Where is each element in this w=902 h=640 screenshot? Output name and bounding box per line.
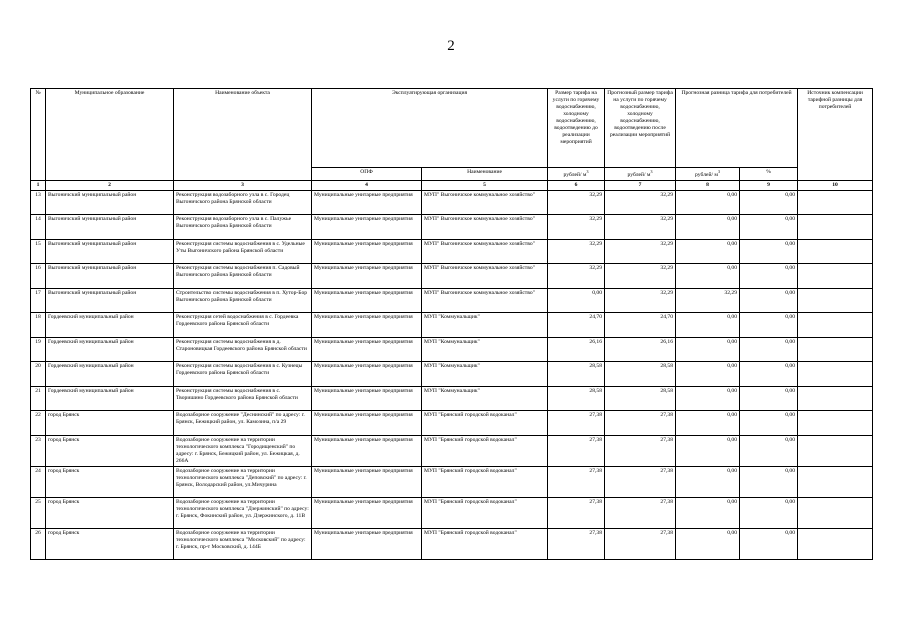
opf-cell: Муниципальные унитарные предприятия [312,528,422,559]
table-row [31,239,873,264]
tariff-after-cell: 24,70 [605,313,676,338]
opf-cell: Муниципальные унитарные предприятия [312,215,422,240]
col-header-operator: Эксплуатирующая организация [312,89,548,168]
row-number: 25 [31,497,46,528]
operator-name-cell: МУП "Коммунальщик" [422,313,548,338]
opf-cell: Муниципальные унитарные предприятия [312,497,422,528]
opf-cell: Муниципальные унитарные предприятия [312,190,422,215]
opf-cell: Муниципальные унитарные предприятия [312,466,422,497]
unit-diff: рублей/ $м^3$ [676,168,740,181]
object-cell: Водозаборное сооружение на территории технологического комплекса "Московский" по адресу: г. Брянск, пр-т Московский, д. 144Б [174,528,312,559]
operator-name-cell: МУП" Выгоничское коммунальное хозяйство" [422,288,548,313]
object-cell: Водозаборное сооружение на территории технологического комплекса "Дзержинский" по адресу: г. Брянск, Фокинский район, ул. Дзержинского, д. 11В [174,497,312,528]
opf-cell: Муниципальные унитарные предприятия [312,264,422,289]
col-header-source: Источник компенсации тарифной разницы для потребителей [798,89,873,181]
percent-cell: 0,00 [740,411,798,436]
municipality-cell: город Брянск [46,466,174,497]
opf-cell: Муниципальные унитарные предприятия [312,288,422,313]
operator-name-cell: МУП "Коммунальщик" [422,337,548,362]
col-header-tariff-before: Размер тарифа на услуги по горячему водоснабжению, холодному водоснабжению, водоотведению до реализации мероприятий [548,89,605,168]
difference-cell: 0,00 [676,264,740,289]
tariff-before-cell: 27,38 [548,497,605,528]
percent-cell: 0,00 [740,435,798,466]
tariff-table [30,88,873,560]
percent-cell: 0,00 [740,386,798,411]
row-number: 16 [31,264,46,289]
header-row [31,89,873,168]
source-cell [798,215,873,240]
percent-cell: 0,00 [740,497,798,528]
operator-name-cell: МУП" Выгоничское коммунальное хозяйство" [422,215,548,240]
source-cell [798,190,873,215]
difference-cell: 0,00 [676,313,740,338]
municipality-cell: Гордеевский муниципальный район [46,337,174,362]
difference-cell: 0,00 [676,435,740,466]
object-cell: Строительство системы водоснабжения в п. Хутор-Бор Выгоничского района Брянской области [174,288,312,313]
percent-cell: 0,00 [740,466,798,497]
tariff-after-cell: 32,29 [605,264,676,289]
source-cell [798,466,873,497]
tariff-before-cell: 27,38 [548,528,605,559]
object-cell: Реконструкция водозаборного узла в с. Городец Выгоничского района Брянской области [174,190,312,215]
difference-cell: 0,00 [676,362,740,387]
percent-cell: 0,00 [740,528,798,559]
row-number: 17 [31,288,46,313]
tariff-after-cell: 28,58 [605,386,676,411]
row-number: 26 [31,528,46,559]
row-number: 18 [31,313,46,338]
tariff-after-cell: 26,16 [605,337,676,362]
page-number: 2 [447,38,455,54]
tariff-before-cell: 32,29 [548,239,605,264]
table-row [31,288,873,313]
row-number: 23 [31,435,46,466]
object-cell: Реконструкция сетей водоснабжения в с. Гордеевка Гордеевского района Брянской области [174,313,312,338]
municipality-cell: город Брянск [46,435,174,466]
col-header-name: Наименование [422,168,548,181]
municipality-cell: Гордеевский муниципальный район [46,362,174,387]
tariff-after-cell: 32,29 [605,190,676,215]
row-number: 24 [31,466,46,497]
opf-cell: Муниципальные унитарные предприятия [312,411,422,436]
table-row [31,362,873,387]
tariff-after-cell: 32,29 [605,288,676,313]
col-number: 5 [422,181,548,191]
source-cell [798,337,873,362]
object-cell: Реконструкция системы водоснабжения п. Садовый Выгоничского района Брянской области [174,264,312,289]
tariff-after-cell: 27,38 [605,435,676,466]
object-cell: Водозаборное сооружение на территории технологического комплекса "Деповский" по адресу: г. Брянск, Володарский район, ул.Мичурина [174,466,312,497]
table-body [31,190,873,559]
table-row [31,215,873,240]
municipality-cell: Выгоничский муниципальный район [46,239,174,264]
table-row [31,264,873,289]
municipality-cell: Выгоничский муниципальный район [46,190,174,215]
difference-cell: 0,00 [676,215,740,240]
col-header-difference: Прогнозная разница тарифа для потребителей [676,89,798,168]
tariff-after-cell: 27,38 [605,466,676,497]
percent-cell: 0,00 [740,190,798,215]
col-number: 7 [605,181,676,191]
tariff-before-cell: 28,58 [548,362,605,387]
tariff-before-cell: 27,38 [548,466,605,497]
tariff-before-cell: 32,29 [548,264,605,289]
tariff-before-cell: 27,38 [548,435,605,466]
tariff-before-cell: 28,58 [548,386,605,411]
municipality-cell: город Брянск [46,497,174,528]
tariff-after-cell: 27,38 [605,411,676,436]
source-cell [798,264,873,289]
row-number: 21 [31,386,46,411]
object-cell: Реконструкция системы водоснабжения в с. Творишино Гордеевского района Брянской области [174,386,312,411]
table-row [31,190,873,215]
col-header-object: Наименование объекта [174,89,312,181]
operator-name-cell: МУП "Брянский городской водоканал" [422,411,548,436]
tariff-after-cell: 27,38 [605,528,676,559]
source-cell [798,239,873,264]
opf-cell: Муниципальные унитарные предприятия [312,239,422,264]
operator-name-cell: МУП" Выгоничское коммунальное хозяйство" [422,190,548,215]
tariff-before-cell: 26,16 [548,337,605,362]
tariff-after-cell: 27,38 [605,497,676,528]
row-number: 20 [31,362,46,387]
opf-cell: Муниципальные унитарные предприятия [312,435,422,466]
col-number: 6 [548,181,605,191]
object-cell: Реконструкция водозаборного узла в с. Палужье Выгоничского района Брянской области [174,215,312,240]
col-header-tariff-forecast: Прогнозный размер тарифа на услуги по горячему водоснабжению, холодному водоснабжению, водоотведению после реализации мероприятий [605,89,676,168]
unit-percent: % [740,168,798,181]
municipality-cell: город Брянск [46,528,174,559]
source-cell [798,497,873,528]
difference-cell: 32,29 [676,288,740,313]
table-row [31,386,873,411]
col-number: 8 [676,181,740,191]
tariff-before-cell: 27,38 [548,411,605,436]
table-row [31,411,873,436]
tariff-before-cell: 0,00 [548,288,605,313]
operator-name-cell: МУП "Коммунальщик" [422,362,548,387]
unit-after: рублей/ $м^3$ [605,168,676,181]
opf-cell: Муниципальные унитарные предприятия [312,362,422,387]
col-header-no: № [31,89,46,181]
percent-cell: 0,00 [740,337,798,362]
col-number: 9 [740,181,798,191]
opf-cell: Муниципальные унитарные предприятия [312,386,422,411]
column-number-row [31,181,873,191]
municipality-cell: Гордеевский муниципальный район [46,386,174,411]
difference-cell: 0,00 [676,386,740,411]
row-number: 13 [31,190,46,215]
source-cell [798,313,873,338]
row-number: 14 [31,215,46,240]
operator-name-cell: МУП" Выгоничское коммунальное хозяйство" [422,239,548,264]
operator-name-cell: МУП "Брянский городской водоканал" [422,466,548,497]
tariff-before-cell: 32,29 [548,190,605,215]
col-header-opf: ОПФ [312,168,422,181]
municipality-cell: Выгоничский муниципальный район [46,215,174,240]
difference-cell: 0,00 [676,190,740,215]
source-cell [798,362,873,387]
tariff-after-cell: 32,29 [605,215,676,240]
municipality-cell: Гордеевский муниципальный район [46,313,174,338]
tariff-after-cell: 28,58 [605,362,676,387]
row-number: 15 [31,239,46,264]
difference-cell: 0,00 [676,497,740,528]
col-number: 4 [312,181,422,191]
percent-cell: 0,00 [740,264,798,289]
source-cell [798,435,873,466]
source-cell [798,411,873,436]
object-cell: Водозаборное сооружение "Деснинский" по адресу: г. Брянск, Бежицкий район, ул. Камозина, п/а 29 [174,411,312,436]
source-cell [798,528,873,559]
tariff-before-cell: 32,29 [548,215,605,240]
table-row [31,466,873,497]
tariff-after-cell: 32,29 [605,239,676,264]
operator-name-cell: МУП "Брянский городской водоканал" [422,435,548,466]
col-number: 3 [174,181,312,191]
col-number: 10 [798,181,873,191]
table-row [31,337,873,362]
tariff-before-cell: 24,70 [548,313,605,338]
source-cell [798,288,873,313]
municipality-cell: город Брянск [46,411,174,436]
operator-name-cell: МУП "Брянский городской водоканал" [422,497,548,528]
table-row [31,313,873,338]
object-cell: Водозаборное сооружение на территории технологического комплекса "Городищенский" по адресу: г. Брянск, Бежицкий район, ул. Бежицкая, д. 266А [174,435,312,466]
row-number: 19 [31,337,46,362]
col-number: 2 [46,181,174,191]
source-cell [798,386,873,411]
difference-cell: 0,00 [676,239,740,264]
difference-cell: 0,00 [676,411,740,436]
difference-cell: 0,00 [676,337,740,362]
percent-cell: 0,00 [740,362,798,387]
municipality-cell: Выгоничский муниципальный район [46,288,174,313]
municipality-cell: Выгоничский муниципальный район [46,264,174,289]
object-cell: Реконструкция системы водоснабжения в с. Кузнецы Гордеевского района Брянской области [174,362,312,387]
object-cell: Реконструкция системы водоснабжения в д. Староновицкая Гордеевского района Брянской области [174,337,312,362]
col-header-municipality: Муниципальное образование [46,89,174,181]
unit-before: рублей/ $м^3$ [548,168,605,181]
percent-cell: 0,00 [740,313,798,338]
operator-name-cell: МУП" Выгоничское коммунальное хозяйство" [422,264,548,289]
table-row [31,435,873,466]
opf-cell: Муниципальные унитарные предприятия [312,313,422,338]
operator-name-cell: МУП "Коммунальщик" [422,386,548,411]
row-number: 22 [31,411,46,436]
table-row [31,497,873,528]
difference-cell: 0,00 [676,466,740,497]
opf-cell: Муниципальные унитарные предприятия [312,337,422,362]
object-cell: Реконструкция системы водоснабжения в с. Удельные Уты Выгоничского района Брянской области [174,239,312,264]
percent-cell: 0,00 [740,239,798,264]
operator-name-cell: МУП "Брянский городской водоканал" [422,528,548,559]
difference-cell: 0,00 [676,528,740,559]
percent-cell: 0,00 [740,215,798,240]
col-number: 1 [31,181,46,191]
table-row [31,528,873,559]
percent-cell: 0,00 [740,288,798,313]
